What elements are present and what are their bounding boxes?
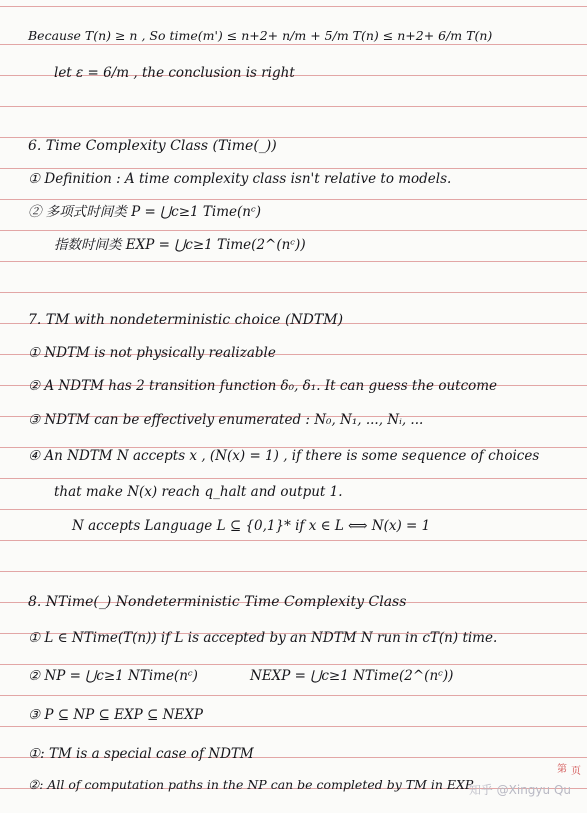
section-7-item-2: ② A NDTM has 2 transition function δ₀, δ₁. It can guess the outcome: [28, 378, 498, 394]
page-number-label-suffix: 页: [571, 766, 581, 777]
section-7-item-1: ① NDTM is not physically realizable: [28, 345, 276, 361]
watermark: 知乎 @Xingyu Qu: [468, 783, 571, 797]
section-7-item-4-cont: that make N(x) reach q_halt and output 1.: [54, 484, 343, 500]
section-8-heading: 8. NTime(_) Nondeterministic Time Complexity Class: [28, 594, 407, 610]
section-7-language-acceptance: N accepts Language L ⊆ {0,1}* if x ∈ L ⟺ N(x) = 1: [72, 518, 431, 534]
section-7-heading: 7. TM with nondeterministic choice (NDTM): [28, 312, 344, 328]
section-6-heading: 6. Time Complexity Class (Time(_)): [28, 138, 277, 154]
section-7-item-4: ④ An NDTM N accepts x , (N(x) = 1) , if there is some sequence of choices: [28, 448, 540, 464]
section-8-nexp-definition: NEXP = ⋃c≥1 NTime(2^(nᶜ)): [250, 668, 454, 684]
page-number-label: 第: [557, 764, 567, 775]
section-6-exponential-class: 指数时间类 EXP = ⋃c≥1 Time(2^(nᶜ)): [54, 237, 306, 253]
note-line-epsilon: let ε = 6/m , the conclusion is right: [54, 65, 295, 81]
note-line-time-bound: Because T(n) ≥ n , So time(m') ≤ n+2+ n/m + 5/m T(n) ≤ n+2+ 6/m T(n): [28, 28, 493, 43]
section-8-item-1: ① L ∈ NTime(T(n)) if L is accepted by an NDTM N run in cT(n) time.: [28, 630, 498, 646]
section-7-item-3: ③ NDTM can be effectively enumerated : N₀, N₁, ..., Nᵢ, ...: [28, 412, 424, 428]
section-8-np-definition: ② NP = ⋃c≥1 NTime(nᶜ): [28, 668, 198, 684]
section-6-polynomial-class: ② 多项式时间类 P = ⋃c≥1 Time(nᶜ): [28, 204, 261, 220]
section-8-note-2: ②: All of computation paths in the NP can be completed by TM in EXP: [28, 777, 474, 792]
section-6-definition: ① Definition : A time complexity class isn't relative to models.: [28, 171, 452, 187]
section-8-note-1: ①: TM is a special case of NDTM: [28, 746, 254, 762]
section-8-class-inclusion: ③ P ⊆ NP ⊆ EXP ⊆ NEXP: [28, 707, 203, 723]
